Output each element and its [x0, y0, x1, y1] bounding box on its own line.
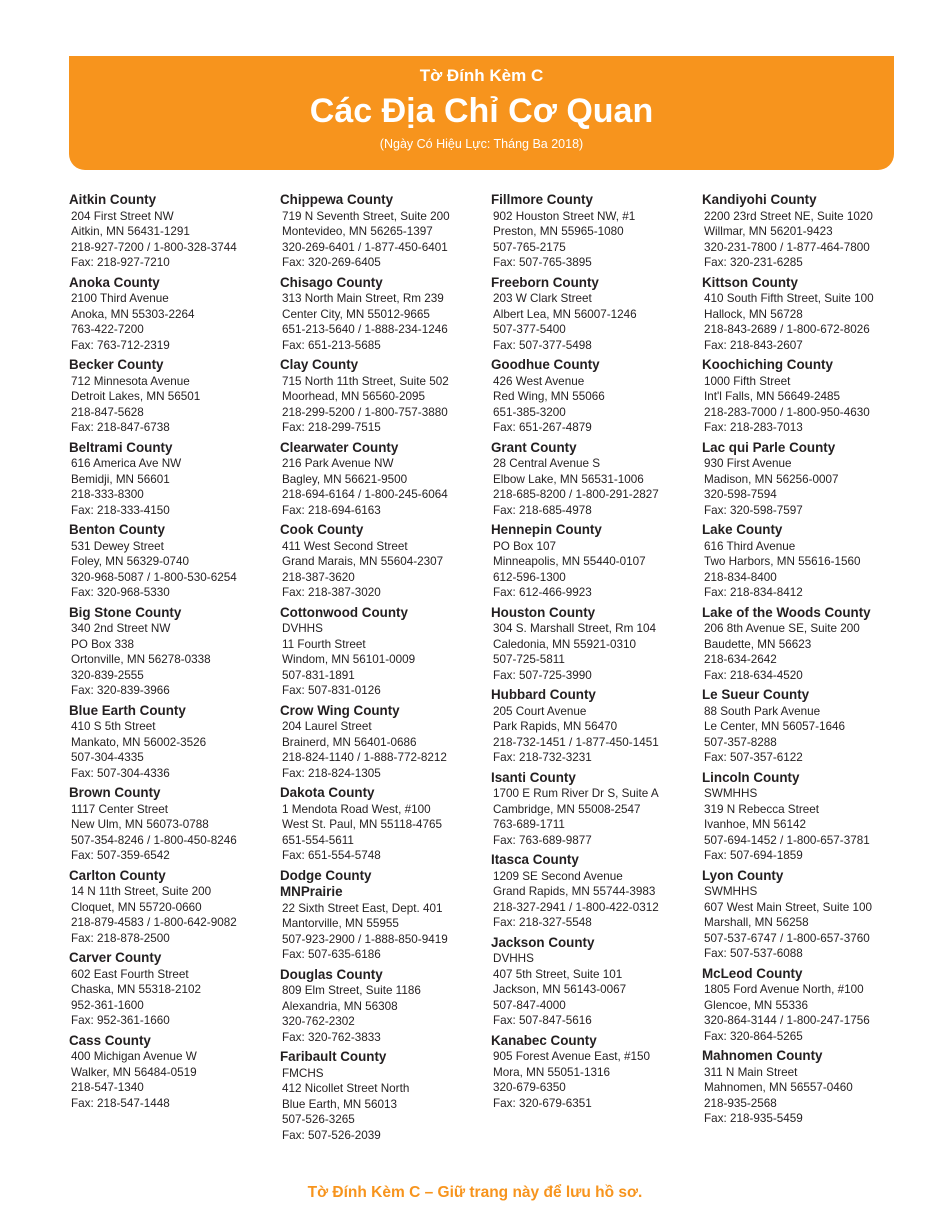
- county-name: Crow Wing County: [280, 702, 400, 718]
- county-name: Kandiyohi County: [702, 192, 817, 207]
- address-line: Baudette, MN 56623: [704, 637, 812, 651]
- address-line: 216 Park Avenue NW: [282, 457, 394, 470]
- county-name: Le Sueur County: [702, 687, 810, 702]
- address-line: 218-387-3620: [282, 570, 355, 584]
- address-column-1: [69, 192, 274, 1115]
- address-line: 651-213-5640 / 1-888-234-1246: [282, 323, 448, 336]
- county-entry: [280, 275, 485, 354]
- address-line: 507-847-4000: [493, 998, 566, 1012]
- address-line: 763-422-7200: [71, 323, 144, 336]
- page-title: Các Địa Chỉ Cơ Quan: [309, 92, 654, 130]
- address-line: Fax: 651-213-5685: [282, 338, 381, 352]
- county-name: Benton County: [69, 522, 165, 537]
- address-line: 507-694-1452 / 1-800-657-3781: [704, 833, 870, 847]
- county-entry: [702, 440, 907, 519]
- county-entry: [69, 785, 274, 864]
- address-line: 809 Elm Street, Suite 1186: [282, 984, 421, 997]
- address-line: 218-327-2941 / 1-800-422-0312: [493, 900, 659, 914]
- address-line: Fax: 320-598-7597: [704, 503, 803, 517]
- county-name: Hubbard County: [491, 687, 596, 702]
- effective-date: (Ngày Có Hiệu Lực: Tháng Ba 2018): [379, 137, 584, 151]
- address-line: 507-725-5811: [493, 653, 565, 666]
- address-line: Hallock, MN 56728: [704, 307, 803, 321]
- address-line: Fax: 507-526-2039: [282, 1128, 381, 1142]
- address-line: Fax: 218-878-2500: [71, 931, 170, 945]
- address-line: Elbow Lake, MN 56531-1006: [493, 472, 644, 486]
- address-column-3: [491, 192, 696, 1115]
- address-line: Brainerd, MN 56401-0686: [282, 735, 417, 749]
- address-line: 616 Third Avenue: [704, 539, 796, 553]
- address-line: Fax: 320-231-6285: [704, 256, 803, 269]
- county-entry: [491, 935, 696, 1029]
- county-name: Chippewa County: [280, 192, 394, 207]
- address-line: Fax: 612-466-9923: [493, 586, 592, 599]
- address-line: Fax: 651-554-5748: [282, 849, 381, 862]
- address-line: 218-732-1451 / 1-877-450-1451: [493, 735, 659, 749]
- address-line: Fax: 507-694-1859: [704, 849, 803, 862]
- address-line: 320-679-6350: [493, 1081, 566, 1094]
- address-line: Fax: 218-834-8412: [704, 586, 803, 599]
- county-entry: [702, 275, 907, 354]
- address-line: 218-847-5628: [71, 405, 144, 419]
- county-name: Jackson County: [491, 934, 595, 950]
- address-line: 426 West Avenue: [493, 374, 585, 388]
- address-line: Moorhead, MN 56560-2095: [282, 390, 425, 403]
- address-line: Fax: 218-387-3020: [282, 586, 381, 599]
- address-line: Two Harbors, MN 55616-1560: [704, 555, 861, 568]
- county-name: Lake County: [702, 522, 783, 537]
- address-line: 22 Sixth Street East, Dept. 401: [282, 901, 443, 915]
- address-line: Fax: 320-269-6405: [282, 256, 381, 269]
- county-entry: [280, 1049, 485, 1143]
- county-name: Aitkin County: [69, 192, 157, 207]
- address-line: 218-333-8300: [71, 488, 144, 501]
- address-line: 715 North 11th Street, Suite 502: [282, 374, 449, 388]
- address-line: Fax: 507-377-5498: [493, 338, 592, 352]
- county-name: Mahnomen County: [702, 1048, 823, 1063]
- address-line: 206 8th Avenue SE, Suite 200: [704, 622, 860, 635]
- address-line: West St. Paul, MN 55118-4765: [282, 818, 443, 831]
- address-column-2: [280, 192, 485, 1147]
- county-entry: [69, 868, 274, 947]
- address-line: Grand Marais, MN 55604-2307: [282, 555, 444, 568]
- address-line: 88 South Park Avenue: [704, 704, 821, 718]
- county-name: McLeod County: [702, 965, 803, 981]
- county-entry: [280, 703, 485, 782]
- address-line: Bemidji, MN 56601: [71, 472, 170, 486]
- address-line: 531 Dewey Street: [71, 539, 164, 553]
- address-line: 320-839-2555: [71, 668, 144, 682]
- county-entry: [69, 440, 274, 519]
- address-line: Fax: 507-304-4336: [71, 766, 170, 780]
- county-entry: [491, 440, 696, 519]
- address-line: 1117 Center Street: [71, 802, 169, 816]
- address-line: Cloquet, MN 55720-0660: [71, 900, 202, 914]
- address-line: Alexandria, MN 56308: [282, 999, 398, 1013]
- county-entry: [69, 522, 274, 601]
- address-line: 2200 23rd Street NE, Suite 1020: [704, 209, 873, 223]
- address-line: PO Box 107: [493, 539, 557, 553]
- county-entry: [280, 868, 485, 963]
- address-line: Ortonville, MN 56278-0338: [71, 653, 211, 666]
- address-line: Fax: 218-327-5548: [493, 916, 592, 929]
- address-line: Fax: 218-843-2607: [704, 338, 803, 352]
- address-line: SWMHHS: [704, 885, 758, 898]
- county-entry: [69, 357, 274, 436]
- address-line: 28 Central Avenue S: [493, 457, 600, 470]
- address-line: Park Rapids, MN 56470: [493, 720, 618, 733]
- county-name: Cass County: [69, 1032, 151, 1048]
- address-line: 11 Fourth Street: [282, 637, 366, 651]
- address-line: Fax: 218-283-7013: [704, 421, 803, 434]
- county-entry: [491, 522, 696, 601]
- address-line: Fax: 320-839-3966: [71, 684, 170, 697]
- address-line: SWMHHS: [704, 787, 758, 800]
- address-line: Fax: 507-831-0126: [282, 684, 381, 697]
- county-name: Lac qui Parle County: [702, 439, 836, 455]
- address-line: Fax: 218-847-6738: [71, 421, 170, 434]
- county-entry: [702, 522, 907, 601]
- address-line: 1700 E Rum River Dr S, Suite A: [493, 787, 659, 800]
- address-line: 218-843-2689 / 1-800-672-8026: [704, 323, 870, 336]
- county-name: Freeborn County: [491, 274, 599, 290]
- address-line: 651-554-5611: [282, 833, 354, 847]
- county-name: Dakota County: [280, 785, 375, 800]
- county-entry: [69, 605, 274, 699]
- address-line: Montevideo, MN 56265-1397: [282, 225, 433, 238]
- address-line: 607 West Main Street, Suite 100: [704, 900, 873, 914]
- address-line: Ivanhoe, MN 56142: [704, 818, 807, 831]
- county-entry: [280, 440, 485, 519]
- county-entry: [69, 703, 274, 782]
- address-line: 602 East Fourth Street: [71, 967, 189, 981]
- county-entry: [702, 770, 907, 864]
- address-line: 507-765-2175: [493, 240, 566, 254]
- county-name: Lincoln County: [702, 769, 800, 785]
- address-line: Fax: 507-359-6542: [71, 849, 170, 862]
- county-entry: [491, 357, 696, 436]
- county-name: Becker County: [69, 357, 164, 372]
- county-name: Goodhue County: [491, 357, 600, 372]
- address-line: Chaska, MN 55318-2102: [71, 983, 201, 996]
- address-line: Fax: 507-537-6088: [704, 947, 803, 960]
- address-line: Marshall, MN 56258: [704, 916, 809, 929]
- address-line: 412 Nicollet Street North: [282, 1082, 410, 1095]
- address-line: Anoka, MN 55303-2264: [71, 307, 195, 321]
- county-name: Houston County: [491, 604, 596, 620]
- county-entry: [702, 192, 907, 271]
- address-line: Blue Earth, MN 56013: [282, 1097, 397, 1111]
- address-line: 651-385-3200: [493, 405, 566, 419]
- address-line: Caledonia, MN 55921-0310: [493, 637, 636, 651]
- address-line: Foley, MN 56329-0740: [71, 555, 190, 568]
- address-line: 320-598-7594: [704, 488, 777, 501]
- address-line: Fax: 218-634-4520: [704, 668, 803, 682]
- county-name: Fillmore County: [491, 192, 593, 207]
- address-line: 507-526-3265: [282, 1113, 355, 1126]
- address-line: 507-831-1891: [282, 668, 355, 682]
- county-entry: [702, 1048, 907, 1127]
- county-name: Kanabec County: [491, 1032, 597, 1048]
- address-line: 320-231-7800 / 1-877-464-7800: [704, 240, 870, 254]
- address-line: 905 Forest Avenue East, #150: [493, 1050, 651, 1063]
- county-name: Big Stone County: [69, 604, 182, 620]
- address-line: Fax: 763-712-2319: [71, 338, 170, 352]
- county-name: Carver County: [69, 950, 162, 965]
- address-line: 311 N Main Street: [704, 1065, 798, 1079]
- address-line: 507-377-5400: [493, 323, 566, 336]
- county-entry: [491, 275, 696, 354]
- county-name: Koochiching County: [702, 357, 833, 372]
- address-line: Walker, MN 56484-0519: [71, 1065, 197, 1079]
- county-name: Beltrami County: [69, 439, 173, 455]
- address-line: Mankato, MN 56002-3526: [71, 735, 207, 749]
- county-entry: [280, 967, 485, 1046]
- address-line: 616 America Ave NW: [71, 457, 182, 470]
- county-entry: [280, 785, 485, 864]
- header-banner: [69, 56, 894, 170]
- county-name: Lyon County: [702, 867, 784, 883]
- address-line: 218-935-2568: [704, 1096, 777, 1110]
- address-line: Fax: 507-725-3990: [493, 668, 592, 682]
- address-line: Fax: 320-864-5265: [704, 1029, 803, 1043]
- address-line: 319 N Rebecca Street: [704, 802, 819, 816]
- address-line: 1 Mendota Road West, #100: [282, 802, 431, 816]
- county-entry: [702, 687, 907, 766]
- address-line: Mahnomen, MN 56557-0460: [704, 1081, 853, 1094]
- address-line: Aitkin, MN 56431-1291: [71, 225, 190, 238]
- address-line: Mora, MN 55051-1316: [493, 1065, 610, 1079]
- address-line: Int'l Falls, MN 56649-2485: [704, 390, 841, 403]
- county-name: Brown County: [69, 785, 161, 800]
- address-line: 304 S. Marshall Street, Rm 104: [493, 622, 657, 635]
- address-line: Minneapolis, MN 55440-0107: [493, 555, 646, 568]
- address-line: Cambridge, MN 55008-2547: [493, 802, 641, 816]
- address-line: 313 North Main Street, Rm 239: [282, 292, 444, 305]
- address-line: Fax: 218-927-7210: [71, 256, 170, 269]
- address-line: Preston, MN 55965-1080: [493, 225, 624, 238]
- address-line: 411 West Second Street: [282, 539, 408, 553]
- county-entry: [491, 770, 696, 849]
- address-line: Fax: 218-685-4978: [493, 503, 592, 517]
- address-line: Glencoe, MN 55336: [704, 998, 808, 1012]
- county-entry: [69, 275, 274, 354]
- address-line: 218-824-1140 / 1-888-772-8212: [282, 751, 447, 764]
- address-line: 218-299-5200 / 1-800-757-3880: [282, 405, 448, 419]
- address-line: 407 5th Street, Suite 101: [493, 967, 623, 981]
- address-line: Center City, MN 55012-9665: [282, 307, 430, 321]
- county-entry: [69, 192, 274, 271]
- county-name: Carlton County: [69, 867, 166, 883]
- address-line: Fax: 763-689-9877: [493, 833, 592, 847]
- address-line: Le Center, MN 56057-1646: [704, 720, 845, 733]
- address-line: 763-689-1711: [493, 818, 565, 831]
- county-entry: [702, 605, 907, 684]
- address-line: DVHHS: [282, 622, 323, 635]
- county-name: Kittson County: [702, 274, 798, 290]
- address-line: 320-968-5087 / 1-800-530-6254: [71, 570, 237, 584]
- county-entry: [69, 1033, 274, 1112]
- county-name: Grant County: [491, 439, 577, 455]
- county-name: Douglas County: [280, 966, 383, 982]
- address-line: Fax: 218-333-4150: [71, 503, 170, 517]
- county-entry: [491, 687, 696, 766]
- address-line: 14 N 11th Street, Suite 200: [71, 885, 212, 898]
- address-line: Albert Lea, MN 56007-1246: [493, 307, 637, 321]
- county-name: Dodge County MNPrairie: [280, 867, 372, 899]
- address-line: 2100 Third Avenue: [71, 292, 169, 305]
- address-line: Fax: 507-635-6186: [282, 948, 381, 961]
- address-line: 204 Laurel Street: [282, 720, 372, 733]
- address-line: Fax: 507-357-6122: [704, 751, 803, 764]
- address-line: Fax: 507-765-3895: [493, 256, 592, 269]
- address-line: Fax: 320-679-6351: [493, 1096, 592, 1110]
- address-line: 203 W Clark Street: [493, 292, 592, 305]
- county-entry: [280, 605, 485, 699]
- address-line: 218-927-7200 / 1-800-328-3744: [71, 240, 237, 254]
- address-line: 205 Court Avenue: [493, 704, 587, 718]
- address-line: 320-864-3144 / 1-800-247-1756: [704, 1014, 870, 1027]
- address-line: Detroit Lakes, MN 56501: [71, 390, 201, 403]
- address-line: Bagley, MN 56621-9500: [282, 472, 408, 486]
- county-name: Isanti County: [491, 769, 576, 785]
- county-name: Hennepin County: [491, 522, 602, 537]
- address-line: Fax: 651-267-4879: [493, 421, 592, 434]
- address-line: 410 S 5th Street: [71, 720, 156, 733]
- address-line: PO Box 338: [71, 637, 135, 651]
- county-entry: [491, 1033, 696, 1112]
- county-name: Blue Earth County: [69, 702, 186, 718]
- address-line: Mantorville, MN 55955: [282, 917, 399, 930]
- address-line: Jackson, MN 56143-0067: [493, 983, 627, 996]
- county-name: Clay County: [280, 357, 359, 372]
- address-line: Fax: 507-847-5616: [493, 1014, 592, 1027]
- county-entry: [280, 522, 485, 601]
- address-line: 507-357-8288: [704, 735, 777, 749]
- address-line: 902 Houston Street NW, #1: [493, 209, 636, 223]
- address-line: 400 Michigan Avenue W: [71, 1050, 197, 1063]
- address-line: 218-283-7000 / 1-800-950-4630: [704, 405, 870, 419]
- address-line: New Ulm, MN 56073-0788: [71, 818, 209, 831]
- county-name: Itasca County: [491, 852, 579, 867]
- address-line: 340 2nd Street NW: [71, 622, 171, 635]
- address-line: 204 First Street NW: [71, 209, 174, 223]
- county-entry: [702, 966, 907, 1045]
- address-line: 507-354-8246 / 1-800-450-8246: [71, 833, 237, 847]
- county-entry: [69, 950, 274, 1029]
- address-line: 719 N Seventh Street, Suite 200: [282, 209, 450, 223]
- address-line: 952-361-1600: [71, 998, 144, 1012]
- county-entry: [491, 852, 696, 931]
- county-entry: [280, 192, 485, 271]
- attachment-label: Tờ Đính Kèm C: [419, 66, 544, 85]
- address-line: Fax: 320-762-3833: [282, 1030, 381, 1044]
- address-line: Fax: 218-935-5459: [704, 1112, 803, 1125]
- address-line: 320-762-2302: [282, 1015, 355, 1028]
- address-line: Fax: 320-968-5330: [71, 586, 170, 599]
- county-entry: [491, 192, 696, 271]
- address-column-4: [702, 192, 907, 1131]
- county-name: Lake of the Woods County: [702, 604, 871, 620]
- county-name: Chisago County: [280, 274, 383, 290]
- county-name: Clearwater County: [280, 439, 399, 455]
- address-line: 410 South Fifth Street, Suite 100: [704, 292, 874, 305]
- page-footer: Tờ Đính Kèm C – Giữ trang này để lưu hồ sơ.: [307, 1184, 643, 1201]
- address-line: Windom, MN 56101-0009: [282, 653, 416, 666]
- address-line: 507-923-2900 / 1-888-850-9419: [282, 932, 448, 946]
- address-line: Red Wing, MN 55066: [493, 390, 605, 403]
- address-line: Madison, MN 56256-0007: [704, 472, 839, 486]
- county-name: Cook County: [280, 522, 364, 537]
- county-name: Anoka County: [69, 274, 160, 290]
- address-line: 712 Minnesota Avenue: [71, 374, 190, 388]
- address-line: 218-685-8200 / 1-800-291-2827: [493, 488, 659, 501]
- address-line: 218-634-2642: [704, 653, 777, 666]
- address-line: 1000 Fifth Street: [704, 374, 791, 388]
- county-entry: [702, 357, 907, 436]
- county-entry: [702, 868, 907, 962]
- address-line: 1805 Ford Avenue North, #100: [704, 983, 864, 996]
- address-line: FMCHS: [282, 1066, 324, 1080]
- address-line: 507-537-6747 / 1-800-657-3760: [704, 931, 870, 945]
- address-line: 218-834-8400: [704, 570, 777, 584]
- address-line: 218-547-1340: [71, 1081, 144, 1094]
- address-line: 1209 SE Second Avenue: [493, 869, 623, 883]
- address-line: DVHHS: [493, 952, 534, 965]
- address-line: 218-694-6164 / 1-800-245-6064: [282, 488, 448, 501]
- address-line: Fax: 952-361-1660: [71, 1014, 170, 1027]
- address-line: 218-879-4583 / 1-800-642-9082: [71, 916, 237, 929]
- address-line: Fax: 218-547-1448: [71, 1096, 170, 1110]
- address-line: Fax: 218-824-1305: [282, 766, 381, 780]
- address-line: Fax: 218-732-3231: [493, 751, 592, 764]
- address-line: Fax: 218-299-7515: [282, 421, 381, 434]
- address-line: Fax: 218-694-6163: [282, 503, 381, 517]
- address-line: 507-304-4335: [71, 751, 144, 764]
- county-name: Cottonwood County: [280, 604, 408, 620]
- address-line: 612-596-1300: [493, 570, 566, 584]
- address-line: Grand Rapids, MN 55744-3983: [493, 885, 656, 898]
- county-name: Faribault County: [280, 1049, 387, 1064]
- county-entry: [280, 357, 485, 436]
- county-entry: [491, 605, 696, 684]
- address-line: 930 First Avenue: [704, 457, 792, 470]
- address-line: Willmar, MN 56201-9423: [704, 225, 833, 238]
- address-line: 320-269-6401 / 1-877-450-6401: [282, 240, 448, 254]
